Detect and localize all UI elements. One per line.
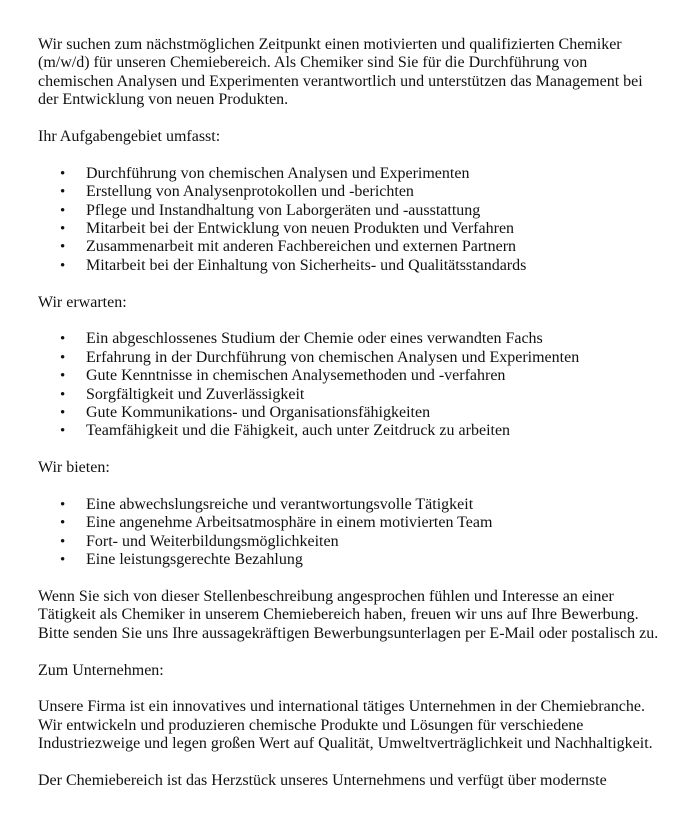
- offer-item: [38, 533, 663, 551]
- expect-item: [38, 422, 663, 440]
- bullet-icon: •: [60, 515, 66, 532]
- tasks-heading: Ihr Aufgabengebiet umfasst:: [38, 128, 221, 146]
- bullet-icon: •: [60, 202, 66, 219]
- offer-item-text: Eine leistungsgerechte Bezahlung: [86, 551, 303, 569]
- tasks-item-text: Mitarbeit bei der Entwicklung von neuen Produkten und Verfahren: [86, 220, 515, 238]
- offer-item-text: Eine angenehme Arbeitsatmosphäre in einem motivierten Team: [86, 514, 493, 532]
- expect-item-text: Erfahrung in der Durchführung von chemischen Analysen und Experimenten: [86, 348, 580, 366]
- tasks-item-text: Zusammenarbeit mit anderen Fachbereichen und externen Partnern: [86, 238, 517, 256]
- bullet-icon: •: [60, 497, 66, 514]
- bullet-icon: •: [60, 533, 66, 550]
- bullet-icon: •: [60, 221, 66, 238]
- bullet-icon: •: [60, 239, 66, 256]
- bullet-icon: •: [60, 552, 66, 569]
- expect-item: [38, 386, 663, 404]
- bullet-icon: •: [60, 423, 66, 440]
- expect-item: [38, 404, 663, 422]
- expect-heading: Wir erwarten:: [38, 293, 127, 311]
- tasks-item-text: Pflege und Instandhaltung von Laborgeräten und -ausstattung: [86, 201, 481, 219]
- tasks-item: [38, 257, 663, 275]
- tasks-item: [38, 238, 663, 256]
- offer-list: [38, 496, 663, 570]
- bullet-icon: •: [60, 331, 66, 348]
- tasks-item: [38, 220, 663, 238]
- expect-item-text: Ein abgeschlossenes Studium der Chemie oder eines verwandten Fachs: [86, 330, 543, 348]
- document-page: [38, 36, 663, 791]
- offer-item-text: Eine abwechslungsreiche und verantwortungsvolle Tätigkeit: [86, 496, 474, 514]
- expect-item-text: Gute Kenntnisse in chemischen Analysemethoden und -verfahren: [86, 367, 506, 385]
- tasks-list: [38, 165, 663, 275]
- company-paragraph: Unsere Firma ist ein innovatives und international tätiges Unternehmen in der Chemiebranche. Wir entwickeln und produzieren chemische Produkte und Lösungen für verschiedene Industriezweige und legen großen Wert auf Qualität, Umweltverträglichkeit und Nachhaltigkeit.: [38, 698, 653, 753]
- expect-item: [38, 330, 663, 348]
- offer-item-text: Fort- und Weiterbildungsmöglichkeiten: [86, 532, 339, 550]
- offer-item: [38, 551, 663, 569]
- intro-paragraph: Wir suchen zum nächstmöglichen Zeitpunkt einen motivierten und qualifizierten Chemiker (m/w/d) für unseren Chemiebereich. Als Chemiker sind Sie für die Durchführung von chemischen Analysen und Experimenten verantwortlich und unterstützen das Management bei der Entwicklung von neuen Produkten.: [38, 36, 643, 109]
- expect-item: [38, 349, 663, 367]
- company-heading: Zum Unternehmen:: [38, 661, 164, 679]
- bullet-icon: •: [60, 165, 66, 182]
- bullet-icon: •: [60, 257, 66, 274]
- bullet-icon: •: [60, 349, 66, 366]
- expect-item-text: Gute Kommunikations- und Organisationsfähigkeiten: [86, 404, 431, 422]
- bullet-icon: •: [60, 184, 66, 201]
- tasks-item-text: Mitarbeit bei der Einhaltung von Sicherheits- und Qualitätsstandards: [86, 256, 527, 274]
- bullet-icon: •: [60, 386, 66, 403]
- expect-item: [38, 367, 663, 385]
- division-paragraph: Der Chemiebereich ist das Herzstück unseres Unternehmens und verfügt über modernste: [38, 772, 607, 790]
- tasks-item-text: Erstellung von Analysenprotokollen und -berichten: [86, 183, 414, 201]
- application-paragraph: Wenn Sie sich von dieser Stellenbeschreibung angesprochen fühlen und Interesse an einer Tätigkeit als Chemiker in unserem Chemiebereich haben, freuen wir uns auf Ihre Bewerbung. Bitte senden Sie uns Ihre aussagekräftigen Bewerbungsunterlagen per E-Mail oder postalisch zu.: [38, 588, 659, 642]
- offer-item: [38, 514, 663, 532]
- bullet-icon: •: [60, 405, 66, 422]
- expect-list: [38, 330, 663, 440]
- expect-item-text: Sorgfältigkeit und Zuverlässigkeit: [86, 385, 305, 403]
- bullet-icon: •: [60, 368, 66, 385]
- offer-heading: Wir bieten:: [38, 459, 110, 477]
- tasks-item: [38, 202, 663, 220]
- tasks-item: [38, 165, 663, 183]
- tasks-item-text: Durchführung von chemischen Analysen und Experimenten: [86, 164, 470, 182]
- tasks-item: [38, 183, 663, 201]
- offer-item: [38, 496, 663, 514]
- expect-item-text: Teamfähigkeit und die Fähigkeit, auch unter Zeitdruck zu arbeiten: [86, 422, 511, 440]
